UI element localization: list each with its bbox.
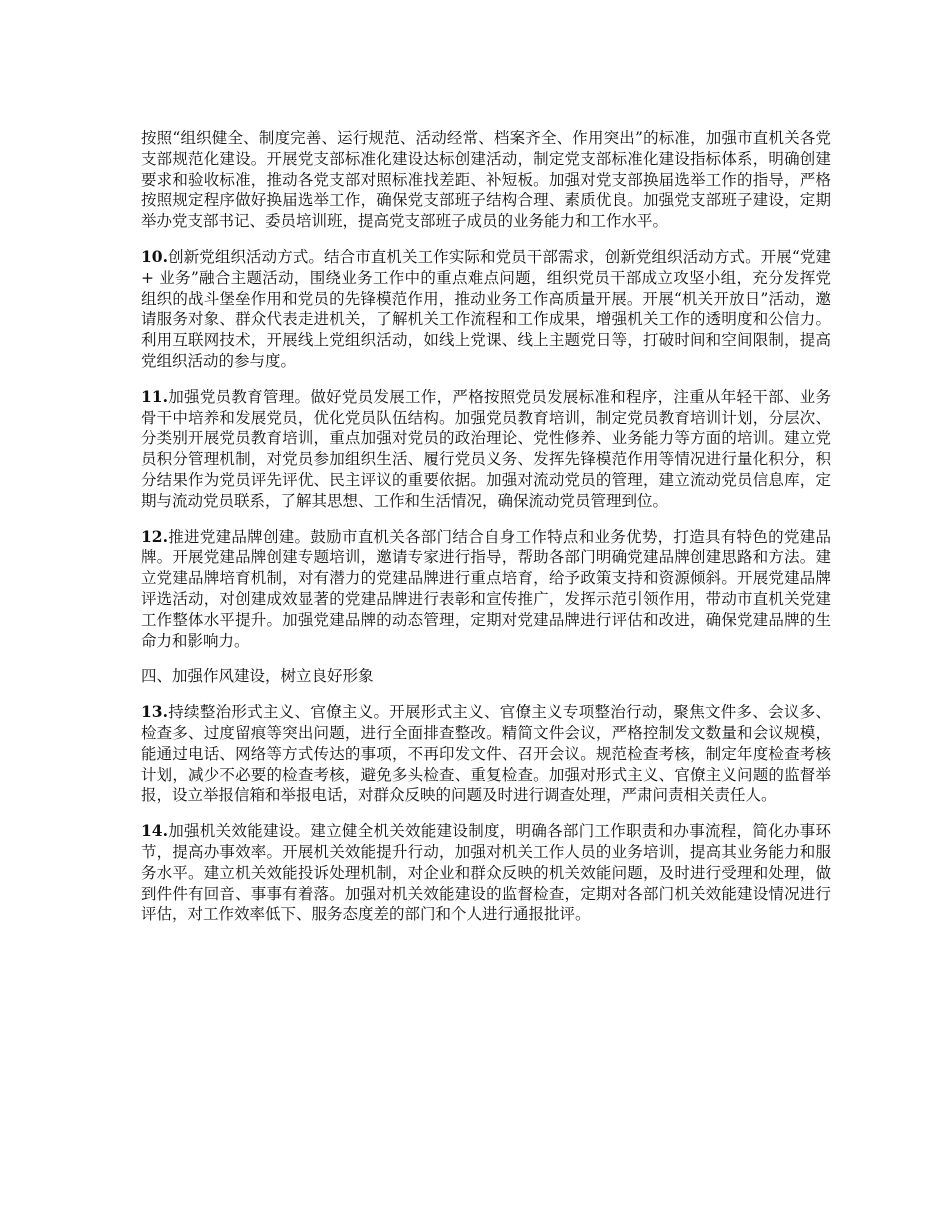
paragraph-10 (141, 247, 831, 372)
paragraph-text: 持续整治形式主义、官僚主义。开展形式主义、官僚主义专项整治行动，聚焦文件多、会议多、检查多、过度留痕等突出问题，进行全面排查整改。精简文件会议，严格控制发文数量和会议规模，能通过电话、网络等方式传达的事项，不再印发文件、召开会议。规范检查考核，制定年度检查考核计划，减少不必要的检查考核，避免多头检查、重复检查。加强对形式主义、官僚主义问题的监督举报，设立举报信箱和举报电话，对群众反映的问题及时进行调查处理，严肃问责相关责任人。 (141, 703, 831, 805)
paragraph-text: 创新党组织活动方式。结合市直机关工作实际和党员干部需求，创新党组织活动方式。开展“党建 + 业务”融合主题活动，围绕业务工作中的重点难点问题，组织党员干部成立攻坚小组，充分发挥党组织的战斗堡垒作用和党员的先锋模范作用，推动业务工作高质量开展。开展“机关开放日”活动，邀请服务对象、群众代表走进机关，了解机关工作流程和工作成果，增强机关工作的透明度和公信力。利用互联网技术，开展线上党组织活动，如线上党课、线上主题党日等，打破时间和空间限制，提高党组织活动的参与度。 (141, 247, 831, 370)
paragraph-12 (141, 527, 831, 652)
paragraph-number: 12. (141, 526, 168, 546)
paragraph-11 (141, 387, 831, 512)
paragraph-number: 14. (141, 821, 168, 841)
paragraph-number: 13. (141, 702, 168, 722)
paragraph-number: 11. (141, 386, 168, 406)
paragraph-text: 加强机关效能建设。建立健全机关效能建设制度，明确各部门工作职责和办事流程，简化办事环节，提高办事效率。开展机关效能提升行动，加强对机关工作人员的业务培训，提高其业务能力和服务水平。建立机关效能投诉处理机制，对企业和群众反映的机关效能问题，及时进行受理和处理，做到件件有回音、事事有着落。加强对机关效能建设的监督检查，定期对各部门机关效能建设情况进行评估，对工作效率低下、服务态度差的部门和个人进行通报批评。 (141, 822, 831, 924)
document-page (141, 128, 831, 940)
paragraph-text: 按照“组织健全、制度完善、运行规范、活动经常、档案齐全、作用突出”的标准，加强市直机关各党支部规范化建设。开展党支部标准化建设达标创建活动，制定党支部标准化建设指标体系，明确创建要求和验收标准，推动各党支部对照标准找差距、补短板。加强对党支部换届选举工作的指导，严格按照规定程序做好换届选举工作，确保党支部班子结构合理、素质优良。加强党支部班子建设，定期举办党支部书记、委员培训班，提高党支部班子成员的业务能力和工作水平。 (141, 129, 831, 231)
paragraph-intro (141, 128, 831, 232)
paragraph-text: 加强党员教育管理。做好党员发展工作，严格按照党员发展标准和程序，注重从年轻干部、业务骨干中培养和发展党员，优化党员队伍结构。加强党员教育培训，制定党员教育培训计划，分层次、分类别开展党员教育培训，重点加强对党员的政治理论、党性修养、业务能力等方面的培训。建立党员积分管理机制，对党员参加组织生活、履行党员义务、发挥先锋模范作用等情况进行量化积分，积分结果作为党员评先评优、民主评议的重要依据。加强对流动党员的管理，建立流动党员信息库，定期与流动党员联系，了解其思想、工作和生活情况，确保流动党员管理到位。 (141, 387, 831, 510)
paragraph-13 (141, 702, 831, 806)
section-heading: 四、加强作风建设，树立良好形象 (141, 667, 374, 686)
paragraph-number: 10. (141, 246, 168, 266)
paragraph-text: 推进党建品牌创建。鼓励市直机关各部门结合自身工作特点和业务优势，打造具有特色的党建品牌。开展党建品牌创建专题培训，邀请专家进行指导，帮助各部门明确党建品牌创建思路和方法。建立党建品牌培育机制，对有潜力的党建品牌进行重点培育，给予政策支持和资源倾斜。开展党建品牌评选活动，对创建成效显著的党建品牌进行表彰和宣传推广，发挥示范引领作用，带动市直机关党建工作整体水平提升。加强党建品牌的动态管理，定期对党建品牌进行评估和改进，确保党建品牌的生命力和影响力。 (141, 527, 831, 650)
paragraph-14 (141, 821, 831, 925)
